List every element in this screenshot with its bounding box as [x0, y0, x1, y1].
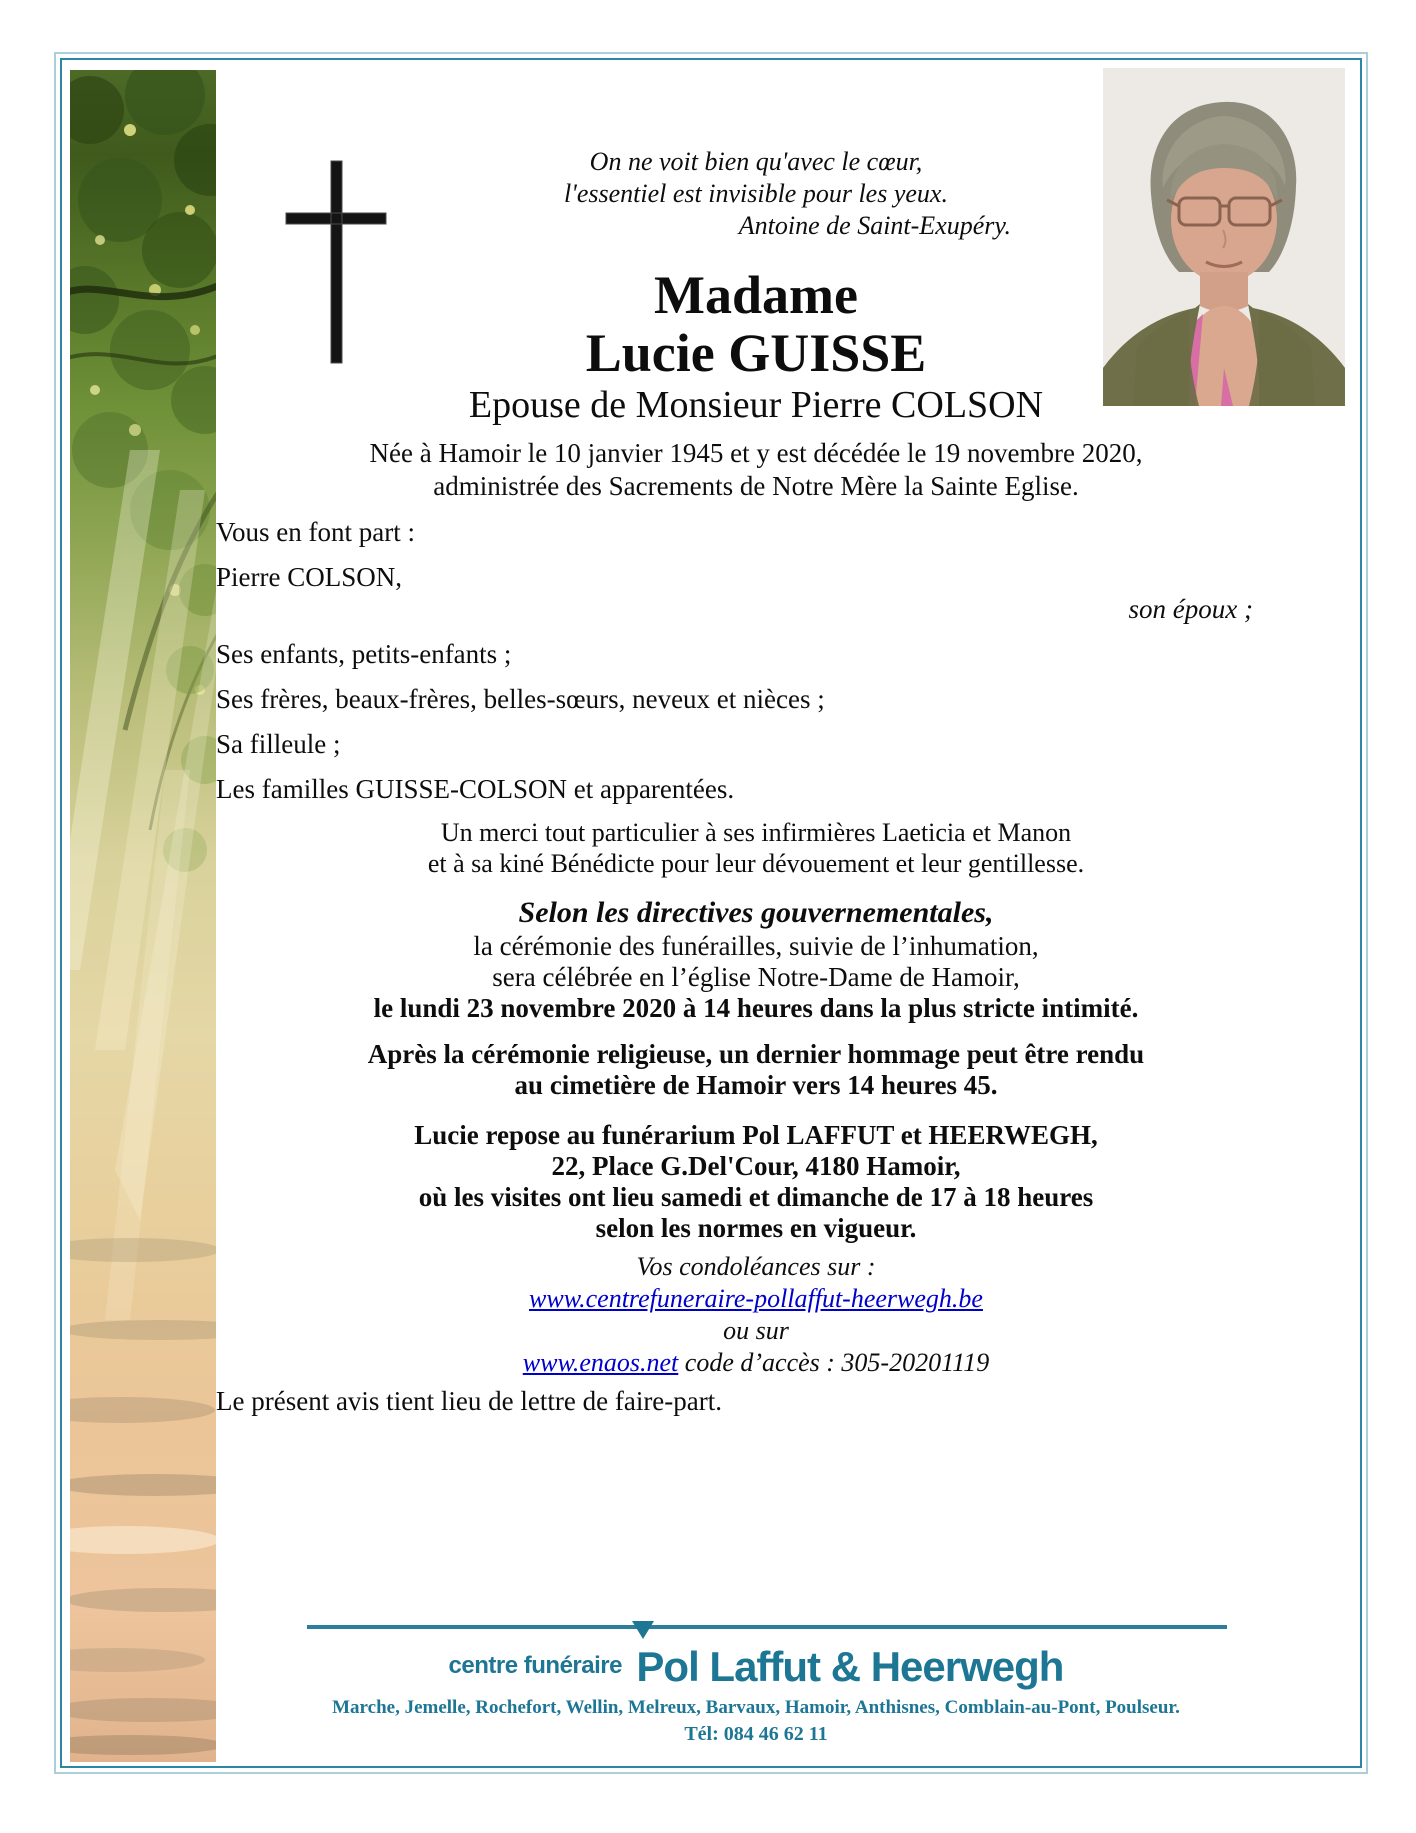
deceased-title: Madame: [654, 265, 858, 325]
family-husband: Pierre COLSON,: [216, 562, 402, 592]
birth-death-lines: [207, 437, 1305, 503]
funerarium-lines: [207, 1120, 1305, 1244]
birth-line-1: Née à Hamoir le 10 janvier 1945 et y est décédée le 19 novembre 2020,: [369, 438, 1143, 468]
footer-divider: [307, 1625, 1227, 1629]
birth-line-2: administrée des Sacrements de Notre Mère la Sainte Eglise.: [433, 471, 1079, 501]
quote-attribution: Antoine de Saint-Exupéry.: [738, 211, 1011, 240]
announcement-body: [207, 60, 1305, 1417]
brand-phone: Tél: 084 46 62 11: [684, 1723, 828, 1745]
family-goddaughter: Sa filleule ;: [216, 729, 341, 759]
brand-triangle-icon: [632, 1621, 654, 1639]
homage-lines: [207, 1039, 1305, 1101]
brand-name: Pol Laffut & Heerwegh: [636, 1643, 1064, 1690]
funerarium-line-3: où les visites ont lieu samedi et dimanche de 17 à 18 heures: [418, 1182, 1094, 1212]
forest-path-image: [70, 70, 216, 1762]
thanks-line-1: Un merci tout particulier à ses infirmières Laeticia et Manon: [440, 818, 1072, 847]
brand-name-wrap: [636, 1643, 1063, 1691]
funerarium-line-2: 22, Place G.Del'Cour, 4180 Hamoir,: [551, 1151, 961, 1181]
family-list: [207, 516, 1305, 805]
memorial-card-page: [60, 58, 1362, 1768]
family-families: Les familles GUISSE-COLSON et apparentées.: [216, 774, 735, 804]
thanks-line-2: et à sa kiné Bénédicte pour leur dévouement et leur gentillesse.: [427, 849, 1085, 878]
condolences-access-code: code d’accès : 305-20201119: [678, 1348, 990, 1377]
ceremony-directive: Selon les directives gouvernementales,: [518, 896, 994, 929]
family-intro: Vous en font part :: [216, 517, 415, 547]
quote-block: [446, 146, 1066, 242]
family-children: Ses enfants, petits-enfants ;: [216, 639, 512, 669]
ceremony-lines: [207, 931, 1305, 1024]
quote-line-2: l'essentiel est invisible pour les yeux.: [564, 179, 948, 208]
ceremony-line-1: la cérémonie des funérailles, suivie de l’inhumation,: [473, 931, 1039, 961]
deceased-name: Lucie GUISSE: [585, 323, 927, 383]
condolences-intro: Vos condoléances sur :: [636, 1252, 876, 1281]
condolences-or: ou sur: [723, 1316, 789, 1345]
condolences-block: [207, 1251, 1305, 1379]
funeral-home-footer: [207, 1625, 1305, 1746]
spouse-line: Epouse de Monsieur Pierre COLSON: [468, 384, 1044, 426]
homage-line-2: au cimetière de Hamoir vers 14 heures 45.: [514, 1070, 998, 1100]
funerarium-line-1: Lucie repose au funérarium Pol LAFFUT et HEERWEGH,: [414, 1120, 1098, 1150]
ceremony-line-2: sera célébrée en l’église Notre-Dame de Hamoir,: [492, 962, 1020, 992]
notice-line: Le présent avis tient lieu de lettre de faire-part.: [216, 1386, 723, 1416]
quote-line-1: On ne voit bien qu'avec le cœur,: [589, 147, 923, 176]
cross-icon: [284, 159, 388, 367]
funeral-home-brand: [207, 1643, 1305, 1691]
funerarium-line-4: selon les normes en vigueur.: [595, 1213, 917, 1243]
brand-prefix: centre funéraire: [448, 1652, 622, 1679]
family-siblings: Ses frères, beaux-frères, belles-sœurs, neveux et nièces ;: [216, 684, 825, 714]
brand-locations: Marche, Jemelle, Rochefort, Wellin, Melreux, Barvaux, Hamoir, Anthisnes, Comblain-au-Pont, Poulseur.: [332, 1697, 1180, 1718]
thanks-lines: [207, 817, 1305, 879]
homage-line-1: Après la cérémonie religieuse, un dernier hommage peut être rendu: [367, 1039, 1145, 1069]
family-husband-role: son époux ;: [1128, 594, 1253, 624]
condolences-link-centrefuneraire[interactable]: www.centrefuneraire-pollaffut-heerwegh.be: [529, 1284, 983, 1313]
ceremony-line-3: le lundi 23 novembre 2020 à 14 heures dans la plus stricte intimité.: [373, 993, 1139, 1023]
condolences-link-enaos[interactable]: www.enaos.net: [522, 1348, 679, 1377]
